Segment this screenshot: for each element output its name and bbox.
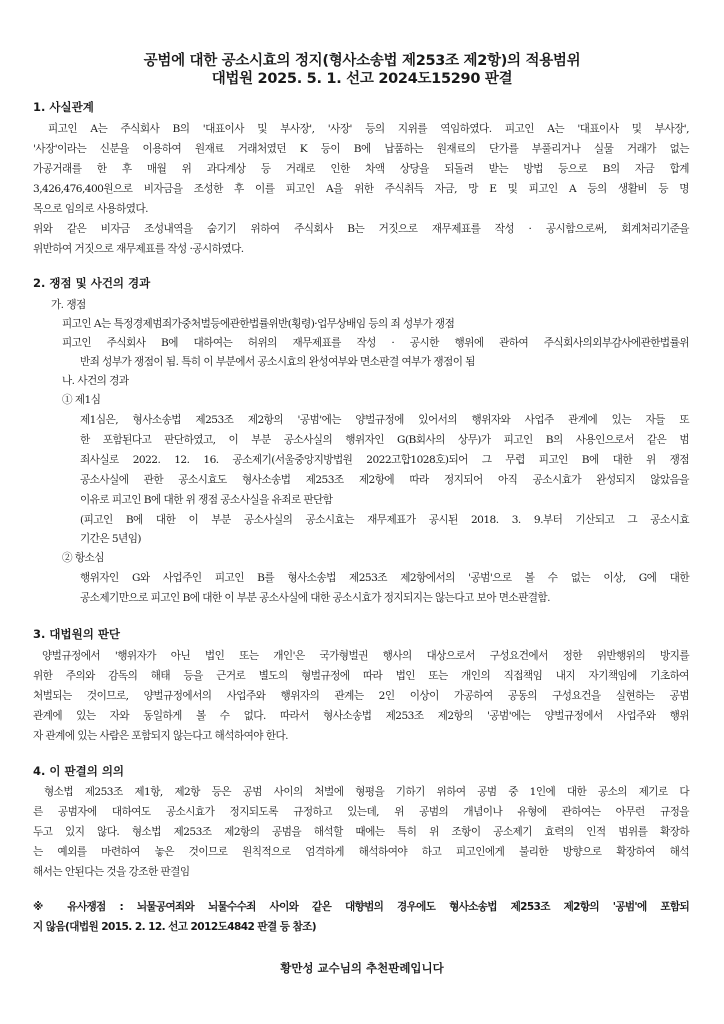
facts-line: 목으로 임의로 사용하였다. [33,203,148,215]
subheading-issue: 가. 쟁점 [51,299,86,311]
significance-line: 두고 있지 않다. 형소법 제253조 제2항의 공범을 해석할 때에는 특히 위 조항이 공소제기 효력의 인적 범위를 확장하 [33,826,689,838]
significance-line: 해서는 안된다는 것을 강조한 판결임 [33,866,190,878]
section-heading-ruling: 3. 대법원의 판단 [33,627,121,641]
first-instance-line: 죄사실로 2022. 12. 16. 공소제기(서울중앙지방법원 2022고합1028호)되어 그 무렵 피고인 B에 대한 위 쟁점 [80,454,689,466]
ruling-line: 위한 주의와 감독의 해태 등을 근거로 별도의 형벌규정에 따라 법인 또는 개인의 직접책임 내지 자기책임에 기초하여 [33,670,689,682]
recommendation-footer: 황만성 교수님의 추천판례입니다 [280,961,444,975]
issue-line: 반죄 성부가 쟁점이 됨. 특히 이 부분에서 공소시효의 완성여부와 면소판결 여부가 쟁점이 됨 [80,356,475,368]
first-instance-line: (피고인 B에 대한 이 부분 공소사실의 공소시효는 재무제표가 공시된 2018. 3. 9.부터 기산되고 그 공소시효 [80,514,689,526]
first-instance-line: 제1심은, 형사소송법 제253조 제2항의 '공범'에는 양벌규정에 있어서의 행위자와 사업주 관계에 있는 자들 또 [80,414,689,426]
appeal-line: 공소제기만으로 피고인 B에 대한 이 부분 공소사실에 대한 공소시효가 정지되지는 않는다고 보아 면소판결함. [80,592,550,604]
document-title: 공범에 대한 공소시효의 정지(형사소송법 제253조 제2항)의 적용범위 [143,53,581,69]
facts-line: 위반하여 거짓으로 재무제표를 작성 ·공시하였다. [33,243,244,255]
facts-line: 피고인 A는 주식회사 B의 '대표이사 및 부사장', '사장' 등의 지위를 역임하였다. 피고인 A는 '대표이사 및 부사장', [48,123,689,135]
ruling-line: 양벌규정에서 '행위자가 아닌 법인 또는 개인'은 국가형벌권 행사의 대상으로서 구성요건에서 정한 위반행위의 방지를 [42,650,689,662]
facts-line: 3,426,476,400원으로 비자금을 조성한 후 이를 피고인 A을 위한 주식취득 자금, 망 E 및 피고인 A 등의 생활비 등 명 [33,183,689,195]
significance-line: 른 공범자에 대하여도 공소시효가 정지되도록 규정하고 있는데, 위 공범의 개념이나 유형에 관하여는 아무런 규정을 [33,806,689,818]
appeal-label: ② 항소심 [62,552,104,564]
first-instance-line: 이유로 피고인 B에 대한 위 쟁점 공소사실을 유죄로 판단함 [80,494,333,506]
section-heading-facts: 1. 사실관계 [33,100,94,114]
similar-issue-note: 지 않음(대법원 2015. 2. 12. 선고 2012도4842 판결 등 참조) [33,921,316,933]
ruling-line: 자 관계에 있는 사람은 포함되지 않는다고 해석하여야 한다. [33,730,288,742]
first-instance-label: ① 제1심 [62,394,101,406]
first-instance-line: 기간은 5년임) [80,533,142,545]
significance-line: 는 예외를 마련하여 놓은 것이므로 원칙적으로 엄격하게 해석하여야 하고 피고인에게 불리한 방향으로 확장하여 해석 [33,846,689,858]
subheading-history: 나. 사건의 경과 [62,375,129,387]
issue-line: 피고인 주식회사 B에 대하여는 허위의 재무제표를 작성 · 공시한 행위에 관하여 주식회사의외부감사에관한법률위 [62,337,689,349]
ruling-line: 처벌되는 것이므로, 양벌규정에서의 사업주와 행위자의 관계는 2인 이상이 가공하여 공동의 구성요건을 실현하는 공범 [33,690,689,702]
significance-line: 형소법 제253조 제1항, 제2항 등은 공범 사이의 처벌에 형평을 기하기 위하여 공범 중 1인에 대한 공소의 제기로 다 [44,786,689,798]
ruling-line: 관계에 있는 자와 동일하게 볼 수 없다. 따라서 형사소송법 제253조 제2항의 '공범'에는 양벌규정에서 사업주와 행위 [33,710,689,722]
section-heading-issues: 2. 쟁점 및 사건의 경과 [33,276,151,290]
first-instance-line: 한 포함된다고 판단하였고, 이 부분 공소사실의 행위자인 G(B회사의 상무)가 피고인 B의 사용인으로서 같은 범 [80,434,689,446]
case-citation: 대법원 2025. 5. 1. 선고 2024도15290 판결 [211,71,513,87]
facts-line: 위와 같은 비자금 조성내역을 숨기기 위하여 주식회사 B는 거짓으로 재무제표를 작성 · 공시함으로써, 회계처리기준을 [33,223,689,235]
facts-line: '사장'이라는 신분을 이용하여 원재료 거래처였던 K 등이 B에 납품하는 원재료의 단가를 부풀리거나 실물 거래가 없는 [33,143,689,155]
appeal-line: 행위자인 G와 사업주인 피고인 B를 형사소송법 제253조 제2항에서의 '공범'으로 볼 수 없는 이상, G에 대한 [80,572,689,584]
similar-issue-note: ※ 유사쟁점 : 뇌물공여죄와 뇌물수수죄 사이와 같은 대향범의 경우에도 형사소송법 제253조 제2항의 '공범'에 포함되 [33,901,689,913]
facts-line: 가공거래를 한 후 매월 위 과다계상 등 거래로 인한 차액 상당을 되돌려 받는 방법 등으로 B의 자금 합계 [33,163,689,175]
first-instance-line: 공소사실에 관한 공소시효도 형사소송법 제253조 제2항에 따라 정지되어 아직 공소시효가 완성되지 않았음을 [80,474,689,486]
issue-line: 피고인 A는 특정경제범죄가중처벌등에관한법률위반(횡령)·업무상배임 등의 죄 성부가 쟁점 [62,318,455,330]
section-heading-significance: 4. 이 판결의 의의 [33,764,125,778]
